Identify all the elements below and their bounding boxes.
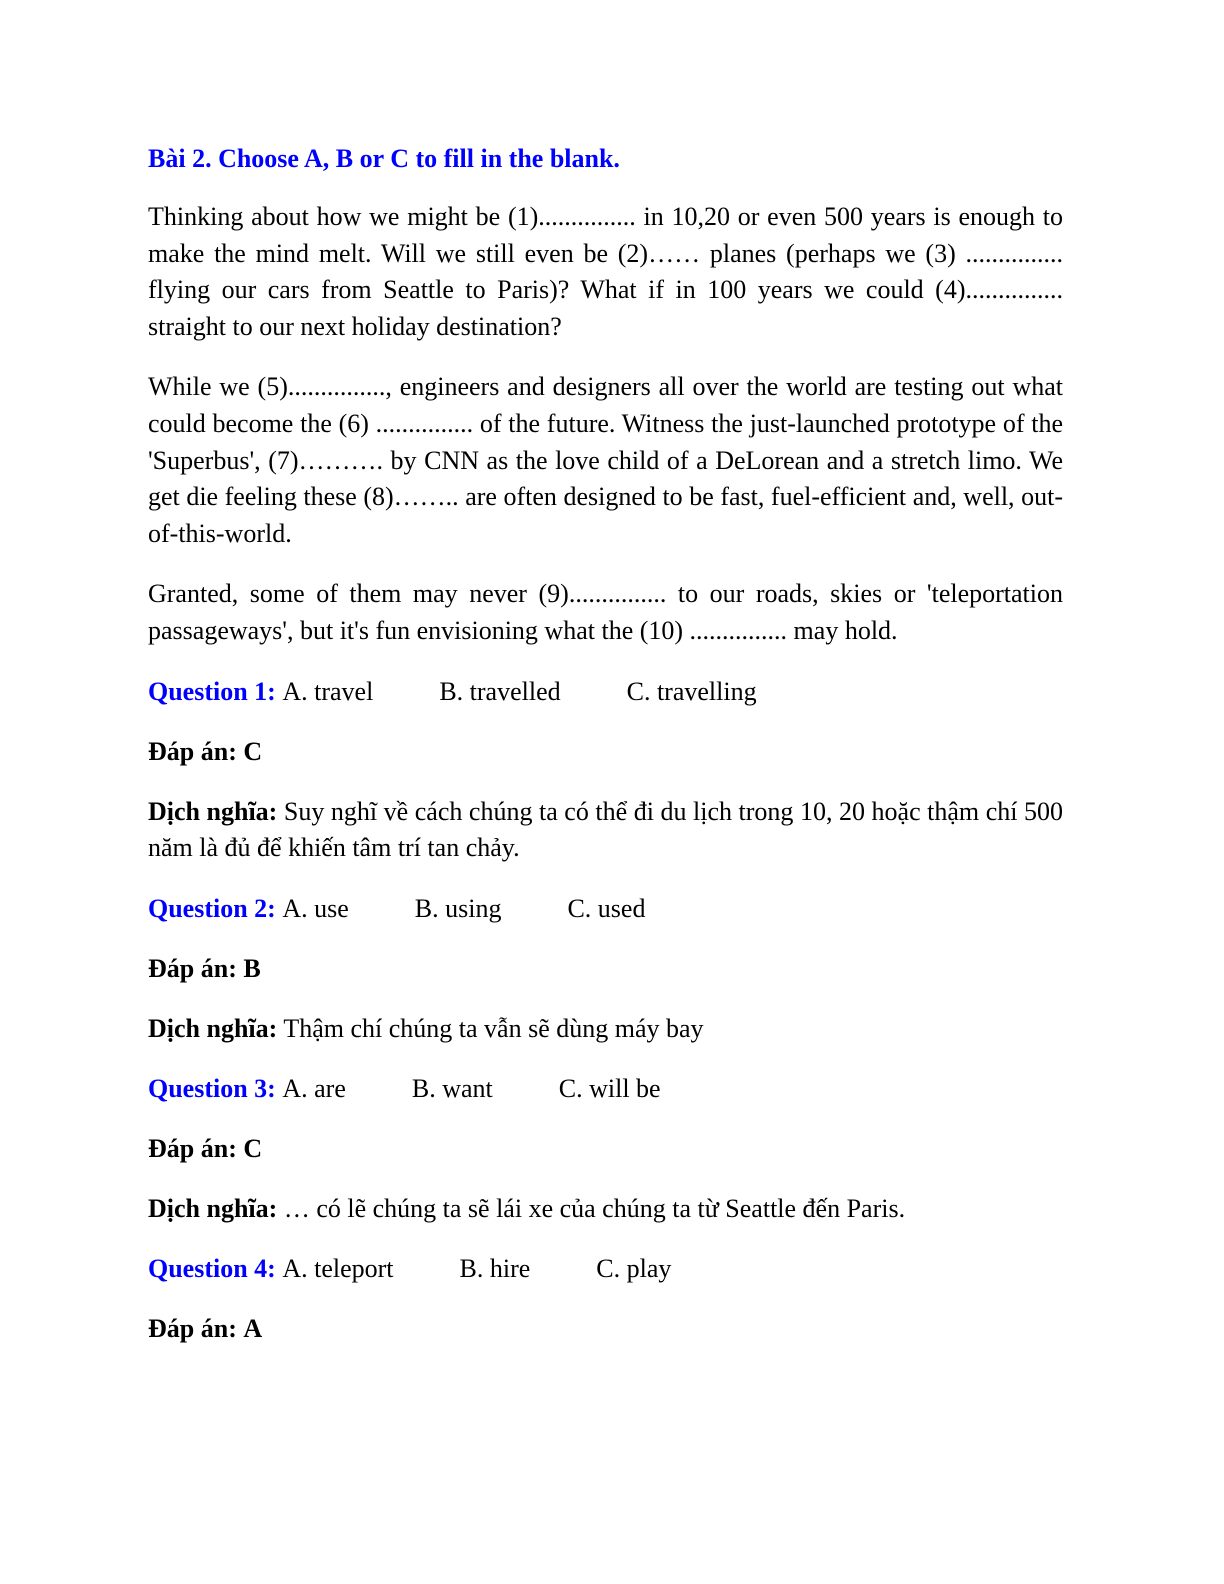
answer-value: B	[243, 953, 261, 983]
answer-label: Đáp án:	[148, 1133, 237, 1163]
passage-paragraph-1: Thinking about how we might be (1)............... in 10,20 or even 500 years is enough to make the mind melt. Will we still even be (2)…… planes (perhaps we (3) ............... flying our cars from Seattle to Paris)? What if in 100 years we could (4)............... straight to our next holiday destination?	[148, 202, 1063, 341]
exercise-title: Bài 2. Choose A, B or C to fill in the blank.	[148, 144, 620, 173]
option-c: C. used	[567, 893, 646, 923]
option-c: C. travelling	[626, 676, 757, 706]
translation-text: Thậm chí chúng ta vẫn sẽ dùng máy bay	[283, 1013, 704, 1043]
question-label: Question 3:	[148, 1073, 276, 1103]
option-b: B. want	[411, 1073, 493, 1103]
question-label: Question 4:	[148, 1253, 276, 1283]
question-3	[148, 1071, 1063, 1107]
answer-value: A	[243, 1313, 263, 1343]
answer-2	[148, 951, 1063, 987]
question-4	[148, 1251, 1063, 1287]
option-c: C. play	[596, 1253, 672, 1283]
translation-2	[148, 1011, 1063, 1047]
answer-label: Đáp án:	[148, 953, 237, 983]
translation-label: Dịch nghĩa:	[148, 1193, 278, 1223]
answer-label: Đáp án:	[148, 1313, 237, 1343]
answer-value: C	[243, 1133, 263, 1163]
translation-3	[148, 1191, 1063, 1227]
answer-label: Đáp án:	[148, 736, 237, 766]
option-c: C. will be	[558, 1073, 661, 1103]
option-a: A. teleport	[282, 1253, 394, 1283]
option-a: A. travel	[282, 676, 374, 706]
question-label: Question 1:	[148, 676, 276, 706]
question-label: Question 2:	[148, 893, 276, 923]
document-page	[148, 140, 1063, 1347]
translation-label: Dịch nghĩa:	[148, 796, 278, 826]
option-a: A. use	[282, 893, 349, 923]
translation-text: Suy nghĩ về cách chúng ta có thể đi du lịch trong 10, 20 hoặc thậm chí 500 năm là đủ để khiến tâm trí tan chảy.	[148, 796, 1064, 863]
passage-paragraph-2: While we (5)..............., engineers and designers all over the world are testing out what could become the (6) ............... of the future. Witness the just-launched prototype of the 'Superbus', (7)………. by CNN as the love child of a DeLorean and a stretch limo. We get die feeling these (8)…….. are often designed to be fast, fuel-efficient and, well, out-of-this-world.	[148, 372, 1063, 548]
translation-label: Dịch nghĩa:	[148, 1013, 278, 1043]
translation-1	[148, 794, 1063, 867]
option-a: A. are	[282, 1073, 346, 1103]
translation-text: … có lẽ chúng ta sẽ lái xe của chúng ta từ Seattle đến Paris.	[283, 1193, 906, 1223]
question-2	[148, 891, 1063, 927]
option-b: B. hire	[459, 1253, 531, 1283]
option-b: B. travelled	[439, 676, 561, 706]
question-1	[148, 674, 1063, 710]
answer-1	[148, 734, 1063, 770]
answer-value: C	[243, 736, 263, 766]
answer-4	[148, 1311, 1063, 1347]
answer-3	[148, 1131, 1063, 1167]
option-b: B. using	[414, 893, 502, 923]
passage-paragraph-3: Granted, some of them may never (9)............... to our roads, skies or 'teleportation passageways', but it's fun envisioning what the (10) ............... may hold.	[148, 579, 1063, 645]
